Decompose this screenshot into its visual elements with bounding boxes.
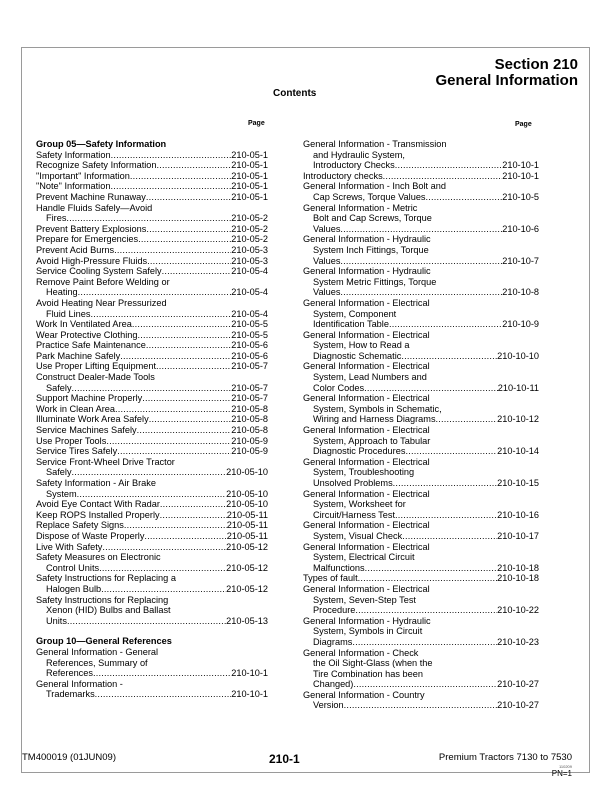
toc-entry-title: Tire Combination has been (313, 668, 423, 679)
dot-leader (146, 340, 231, 351)
dot-leader (137, 330, 231, 341)
toc-page-ref: 210-05-8 (231, 425, 268, 436)
toc-entry-title: Heating (46, 287, 78, 298)
dot-leader (124, 520, 227, 531)
toc-entry[interactable] (36, 573, 268, 594)
dot-leader (78, 287, 232, 298)
toc-page-ref: 210-05-8 (231, 403, 268, 414)
toc-entry[interactable] (303, 330, 539, 362)
toc-page-ref: 210-05-7 (231, 382, 268, 393)
toc-entry-title: General Information - Transmission (303, 139, 447, 149)
toc-entry[interactable] (303, 298, 539, 330)
dot-leader (436, 414, 498, 425)
toc-entry-title: Prevent Machine Runaway (36, 191, 146, 202)
dot-leader (147, 256, 231, 267)
toc-entry[interactable] (36, 520, 268, 531)
dot-leader (115, 404, 231, 415)
toc-entry-title: Procedure (313, 605, 356, 616)
dot-leader (106, 436, 231, 447)
dot-leader (66, 213, 231, 224)
toc-page-ref: 210-05-12 (226, 562, 268, 573)
toc-entry-title: Values (313, 287, 341, 298)
toc-entry-title: Xenon (HID) Bulbs and Ballast (46, 605, 171, 616)
toc-entry-title: Malfunctions (313, 562, 365, 573)
dot-leader (72, 467, 227, 478)
dot-leader (355, 605, 497, 616)
toc-entry-title: Circuit/Harness Test (313, 509, 396, 520)
toc-entry-title: Diagrams (313, 636, 353, 647)
toc-page-ref: 210-10-23 (497, 636, 539, 647)
dot-leader (137, 425, 232, 436)
toc-page-ref: 210-05-8 (231, 414, 268, 425)
toc-entry-title: System Metric Fittings, Torque (313, 276, 437, 287)
toc-page-ref: 210-05-7 (231, 393, 268, 404)
toc-entry-title: General Information - Hydraulic (303, 615, 431, 626)
toc-entry-title: Identification Table (313, 319, 389, 330)
toc-entry-title: Safety Instructions for Replacing (36, 594, 169, 605)
toc-entry[interactable] (36, 181, 268, 192)
toc-entry-title: Use Proper Tools (36, 435, 107, 446)
toc-entry-title: Prevent Acid Burns (36, 244, 115, 255)
dot-leader (149, 414, 232, 425)
toc-entry-title: Avoid High-Pressure Fluids (36, 255, 148, 266)
toc-entry-title: Live With Safety (36, 541, 103, 552)
toc-page-ref: 210-05-1 (231, 170, 268, 181)
toc-page-ref: 210-10-6 (502, 223, 539, 234)
toc-entry[interactable] (303, 584, 539, 616)
toc-right-column (303, 139, 539, 711)
toc-entry[interactable] (36, 340, 268, 351)
toc-page-ref: 210-05-1 (231, 181, 268, 192)
toc-page-ref: 210-05-5 (231, 319, 268, 330)
toc-entry-title: Prevent Battery Explosions (36, 223, 147, 234)
toc-entry[interactable] (36, 298, 268, 319)
toc-page-ref: 210-10-9 (502, 319, 539, 330)
toc-entry[interactable] (36, 510, 268, 521)
dot-leader (160, 499, 226, 510)
toc-entry-title: Support Machine Properly (36, 393, 143, 404)
toc-entry-title: General Information - Electrical (303, 456, 430, 467)
toc-entry[interactable] (303, 139, 539, 171)
toc-page-ref: 210-05-1 (231, 191, 268, 202)
toc-entry-title: Park Machine Safely (36, 350, 121, 361)
toc-entry[interactable] (36, 552, 268, 573)
toc-page-ref: 210-10-12 (497, 414, 539, 425)
toc-entry-title: Replace Safety Signs (36, 520, 124, 531)
toc-entry-title: Avoid Heating Near Pressurized (36, 297, 167, 308)
toc-entry-title: General Information - Check (303, 647, 419, 658)
toc-entry[interactable] (36, 330, 268, 341)
dot-leader (364, 383, 498, 394)
toc-entry-title: Safety Information - Air Brake (36, 478, 156, 488)
toc-entry-title: System, Symbols in Schematic, (313, 403, 442, 414)
dot-leader (395, 510, 497, 521)
toc-entry[interactable] (36, 245, 268, 256)
toc-entry[interactable] (303, 266, 539, 298)
toc-left-column (36, 139, 268, 700)
toc-page-ref: 210-05-12 (226, 583, 268, 594)
dot-leader (340, 224, 502, 235)
dot-leader (358, 573, 497, 584)
toc-group-heading: Group 05—Safety Information (36, 139, 167, 149)
toc-entry-title: Service Cooling System Safely (36, 266, 162, 277)
toc-page-ref: 210-10-14 (497, 446, 539, 457)
dot-leader (95, 689, 232, 700)
toc-entry-title: System, How to Read a (313, 340, 410, 351)
toc-entry-title: Service Tires Safely (36, 446, 118, 457)
toc-entry-title: Handle Fluids Safely—Avoid (36, 202, 153, 213)
toc-entry-title: Introductory Checks (313, 160, 395, 171)
toc-entry-title: General Information - Electrical (303, 297, 430, 308)
dot-leader (102, 542, 226, 553)
toc-entry-title: Diagnostic Procedures (313, 446, 406, 457)
toc-page-ref: 210-10-15 (497, 478, 539, 488)
toc-entry-title: Values (313, 223, 341, 234)
toc-entry[interactable] (36, 160, 268, 171)
dot-leader (389, 319, 502, 330)
dot-leader (157, 160, 232, 171)
toc-entry[interactable] (36, 647, 268, 679)
toc-entry-title: Dispose of Waste Properly (36, 530, 145, 541)
dot-leader (352, 637, 497, 648)
toc-entry[interactable] (303, 489, 539, 521)
toc-entry-title: Service Front-Wheel Drive Tractor (36, 456, 175, 467)
toc-entry-title: Color Codes (313, 382, 365, 393)
toc-entry[interactable] (303, 542, 539, 574)
toc-entry-title: Wiring and Harness Diagrams (313, 414, 436, 425)
toc-entry-title: Use Proper Lifting Equipment (36, 361, 157, 372)
toc-page-ref: 210-05-7 (231, 361, 268, 372)
dot-leader (160, 510, 227, 521)
dot-leader (90, 309, 231, 320)
toc-entry-title: Service Machines Safely (36, 425, 137, 436)
toc-entry-title: Avoid Eye Contact With Radar (36, 499, 160, 510)
toc-page-ref: 210-10-7 (502, 255, 539, 266)
toc-entry-title: Remove Paint Before Welding or (36, 276, 170, 287)
toc-entry-title: Fires (46, 213, 67, 224)
toc-entry-title: Units (46, 615, 67, 626)
product-name: Premium Tractors 7130 to 7530 (438, 752, 572, 763)
page-pn: PN=1 (551, 769, 572, 778)
toc-entry-title: General Information - Country (303, 689, 425, 700)
toc-entry[interactable] (36, 192, 268, 203)
toc-entry[interactable] (36, 372, 268, 393)
dot-leader (344, 700, 497, 711)
toc-group-heading: Group 10—General References (36, 636, 172, 647)
toc-entry-title: Control Units (46, 562, 100, 573)
dot-leader (114, 245, 231, 256)
toc-entry-title: General Information - General (36, 646, 159, 657)
toc-entry[interactable] (303, 648, 539, 690)
toc-entry[interactable] (303, 181, 539, 202)
toc-page-ref: 210-10-17 (497, 530, 539, 541)
toc-page-ref: 210-10-27 (497, 700, 539, 711)
toc-entry[interactable] (36, 393, 268, 404)
dot-leader (340, 287, 502, 298)
toc-entry[interactable] (36, 531, 268, 542)
toc-page-ref: 210-05-10 (226, 488, 268, 499)
dot-leader (117, 446, 231, 457)
toc-entry[interactable] (303, 690, 539, 711)
toc-entry[interactable] (303, 457, 539, 489)
toc-page-ref: 210-10-22 (497, 605, 539, 616)
toc-entry[interactable] (36, 351, 268, 362)
toc-page-ref: 210-10-27 (497, 679, 539, 690)
toc-page-ref: 210-05-2 (231, 223, 268, 234)
toc-page-ref: 210-10-10 (497, 350, 539, 361)
toc-page-ref: 210-05-4 (231, 308, 268, 319)
toc-entry-title: System, Symbols in Circuit (313, 626, 423, 637)
document-id: TM400019 (01JUN09) (22, 752, 116, 763)
toc-page-ref: 210-05-4 (231, 266, 268, 277)
dot-leader (111, 150, 232, 161)
toc-page-ref: 210-05-6 (231, 340, 268, 351)
toc-entry-title: System, Seven-Step Test (313, 594, 416, 605)
toc-page-ref: 210-10-1 (502, 170, 539, 181)
toc-entry[interactable] (36, 436, 268, 447)
toc-entry[interactable] (36, 542, 268, 553)
toc-entry[interactable] (303, 361, 539, 393)
toc-page-ref: 210-05-1 (231, 149, 268, 160)
toc-page-ref: 210-05-2 (231, 213, 268, 224)
toc-entry[interactable] (303, 520, 539, 541)
toc-entry-title: Fluid Lines (46, 308, 91, 319)
dot-leader (77, 489, 226, 500)
contents-heading: Contents (273, 88, 317, 99)
dot-leader (130, 171, 231, 182)
footer-code: 110209 (558, 764, 572, 769)
toc-entry-title: Work in Clean Area (36, 403, 115, 414)
toc-entry[interactable] (303, 393, 539, 425)
toc-entry[interactable] (36, 404, 268, 415)
dot-leader (402, 531, 497, 542)
page-column-label-right: Page (515, 121, 532, 128)
dot-leader (393, 478, 497, 489)
toc-page-ref: 210-05-11 (226, 530, 268, 541)
dot-leader (110, 181, 231, 192)
dot-leader (395, 160, 503, 171)
toc-entry-title: Values (313, 255, 341, 266)
dot-leader (132, 319, 231, 330)
toc-entry[interactable] (36, 414, 268, 425)
toc-entry[interactable] (36, 499, 268, 510)
toc-entry-title: General Information - Electrical (303, 329, 430, 340)
toc-entry-title: General Information - Metric (303, 202, 418, 213)
dot-leader (146, 192, 231, 203)
toc-entry-title: General Information - Electrical (303, 541, 430, 552)
toc-entry[interactable] (36, 266, 268, 277)
toc-entry[interactable] (36, 224, 268, 235)
dot-leader (405, 446, 497, 457)
toc-entry-title: General Information - Electrical (303, 361, 430, 372)
toc-entry-title: Illuminate Work Area Safely (36, 414, 149, 425)
toc-entry[interactable] (303, 171, 539, 182)
toc-entry-title: Safety Measures on Electronic (36, 552, 161, 563)
toc-entry[interactable] (303, 573, 539, 584)
toc-entry-title: System, Approach to Tabular (313, 435, 431, 446)
toc-page-ref: 210-05-11 (226, 520, 268, 531)
toc-page-ref: 210-05-12 (226, 541, 268, 552)
dot-leader (156, 361, 231, 372)
dot-leader (99, 563, 226, 574)
toc-entry-title: References, Summary of (46, 657, 148, 668)
toc-page-ref: 210-10-16 (497, 509, 539, 520)
toc-entry[interactable] (303, 616, 539, 648)
toc-page-ref: 210-05-2 (231, 234, 268, 245)
toc-entry-title: Recognize Safety Information (36, 160, 157, 171)
dot-leader (146, 224, 231, 235)
toc-entry-title: General Information - Hydraulic (303, 266, 431, 277)
section-title: General Information (435, 72, 578, 89)
toc-page-ref: 210-05-11 (226, 509, 268, 520)
toc-entry-title: and Hydraulic System, (313, 149, 405, 160)
section-number: Section 210 (494, 56, 578, 73)
toc-entry-title: "Important" Information (36, 170, 130, 181)
toc-entry-title: Safely (46, 467, 72, 478)
toc-entry-title: Cap Screws, Torque Values (313, 191, 426, 202)
toc-entry-title: Construct Dealer-Made Tools (36, 372, 155, 383)
toc-entry-title: Bolt and Cap Screws, Torque (313, 213, 432, 224)
dot-leader (120, 351, 231, 362)
toc-entry-title: General Information - Electrical (303, 488, 430, 499)
toc-entry[interactable] (36, 171, 268, 182)
toc-entry-title: Wear Protective Clothing (36, 329, 138, 340)
dot-leader (162, 266, 232, 277)
toc-entry-title: Prepare for Emergencies (36, 234, 139, 245)
toc-entry-title: General Information - Electrical (303, 425, 430, 436)
dot-leader (93, 668, 231, 679)
toc-entry-title: References (46, 668, 93, 679)
toc-page-ref: 210-05-13 (226, 615, 268, 626)
toc-entry[interactable] (36, 203, 268, 224)
toc-page-ref: 210-05-9 (231, 435, 268, 446)
toc-entry[interactable] (36, 256, 268, 267)
toc-page-ref: 210-05-9 (231, 446, 268, 457)
dot-leader (365, 563, 498, 574)
toc-entry-title: System, Lead Numbers and (313, 372, 427, 383)
toc-entry-title: General Information - Electrical (303, 583, 430, 594)
toc-entry-title: Version (313, 700, 344, 711)
toc-page-ref: 210-05-6 (231, 350, 268, 361)
dot-leader (67, 616, 226, 627)
toc-entry-title: General Information - (36, 678, 123, 689)
toc-page-ref: 210-10-18 (497, 573, 539, 584)
toc-entry-title: System (46, 488, 77, 499)
toc-entry[interactable] (36, 319, 268, 330)
toc-entry-title: Safety Information (36, 149, 111, 160)
toc-entry-title: General Information - Electrical (303, 393, 430, 404)
dot-leader (353, 679, 497, 690)
toc-entry-title: Halogen Bulb (46, 583, 102, 594)
toc-page-ref: 210-05-3 (231, 255, 268, 266)
toc-entry-title: Introductory checks (303, 170, 383, 181)
toc-page-ref: 210-10-8 (502, 287, 539, 298)
toc-page-ref: 210-05-3 (231, 244, 268, 255)
toc-entry-title: System Inch Fittings, Torque (313, 244, 429, 255)
toc-entry-title: System, Worksheet for (313, 499, 406, 510)
toc-entry-title: "Note" Information (36, 181, 111, 192)
toc-entry-title: General Information - Hydraulic (303, 234, 431, 245)
toc-entry[interactable] (36, 277, 268, 298)
toc-entry[interactable] (36, 234, 268, 245)
toc-entry[interactable] (36, 478, 268, 499)
dot-leader (144, 531, 226, 542)
toc-entry-title: System, Electrical Circuit (313, 552, 415, 563)
toc-entry-title: Practice Safe Maintenance (36, 340, 146, 351)
toc-entry[interactable] (36, 446, 268, 457)
toc-page-ref: 210-10-18 (497, 562, 539, 573)
toc-page-ref: 210-10-1 (231, 668, 268, 679)
toc-entry-title: General Information - Inch Bolt and (303, 181, 446, 192)
toc-entry-title: Trademarks (46, 689, 95, 700)
dot-leader (72, 383, 232, 394)
toc-page-ref: 210-05-5 (231, 329, 268, 340)
toc-entry[interactable] (36, 457, 268, 478)
toc-entry[interactable] (36, 595, 268, 627)
toc-page-ref: 210-05-10 (226, 499, 268, 510)
toc-entry[interactable] (36, 150, 268, 161)
toc-entry[interactable] (303, 234, 539, 266)
toc-entry-title: Unsolved Problems (313, 478, 393, 488)
dot-leader (401, 351, 497, 362)
dot-leader (340, 256, 502, 267)
dot-leader (426, 192, 503, 203)
dot-leader (138, 234, 231, 245)
toc-entry[interactable] (36, 679, 268, 700)
toc-entry-title: Diagnostic Schematic (313, 350, 402, 361)
toc-entry-title: Work In Ventilated Area (36, 319, 132, 330)
toc-page-ref: 210-10-11 (497, 382, 539, 393)
toc-page-ref: 210-05-4 (231, 287, 268, 298)
toc-entry-title: Changed) (313, 679, 354, 690)
toc-page-ref: 210-05-10 (226, 467, 268, 478)
toc-page-ref: 210-10-1 (231, 689, 268, 700)
toc-entry-title: Safely (46, 382, 72, 393)
toc-page-ref: 210-10-5 (502, 191, 539, 202)
page-number: 210-1 (269, 752, 300, 766)
toc-entry-title: Keep ROPS Installed Properly (36, 509, 160, 520)
toc-page-ref: 210-05-1 (231, 160, 268, 171)
toc-entry[interactable] (303, 203, 539, 235)
group-spacer (36, 626, 268, 636)
toc-entry-title: Safety Instructions for Replacing a (36, 573, 176, 584)
toc-entry-title: Types of fault (303, 573, 358, 584)
toc-entry-title: System, Visual Check (313, 530, 403, 541)
toc-entry[interactable] (36, 361, 268, 372)
dot-leader (383, 171, 503, 182)
toc-entry[interactable] (36, 425, 268, 436)
dot-leader (101, 584, 226, 595)
toc-page-ref: 210-10-1 (502, 160, 539, 171)
toc-entry-title: General Information - Electrical (303, 520, 430, 531)
toc-entry[interactable] (303, 425, 539, 457)
toc-entry-title: the Oil Sight-Glass (when the (313, 658, 433, 669)
dot-leader (142, 393, 231, 404)
toc-entry-title: System, Troubleshooting (313, 467, 415, 478)
toc-entry-title: System, Component (313, 308, 397, 319)
page-column-label-left: Page (248, 120, 265, 127)
